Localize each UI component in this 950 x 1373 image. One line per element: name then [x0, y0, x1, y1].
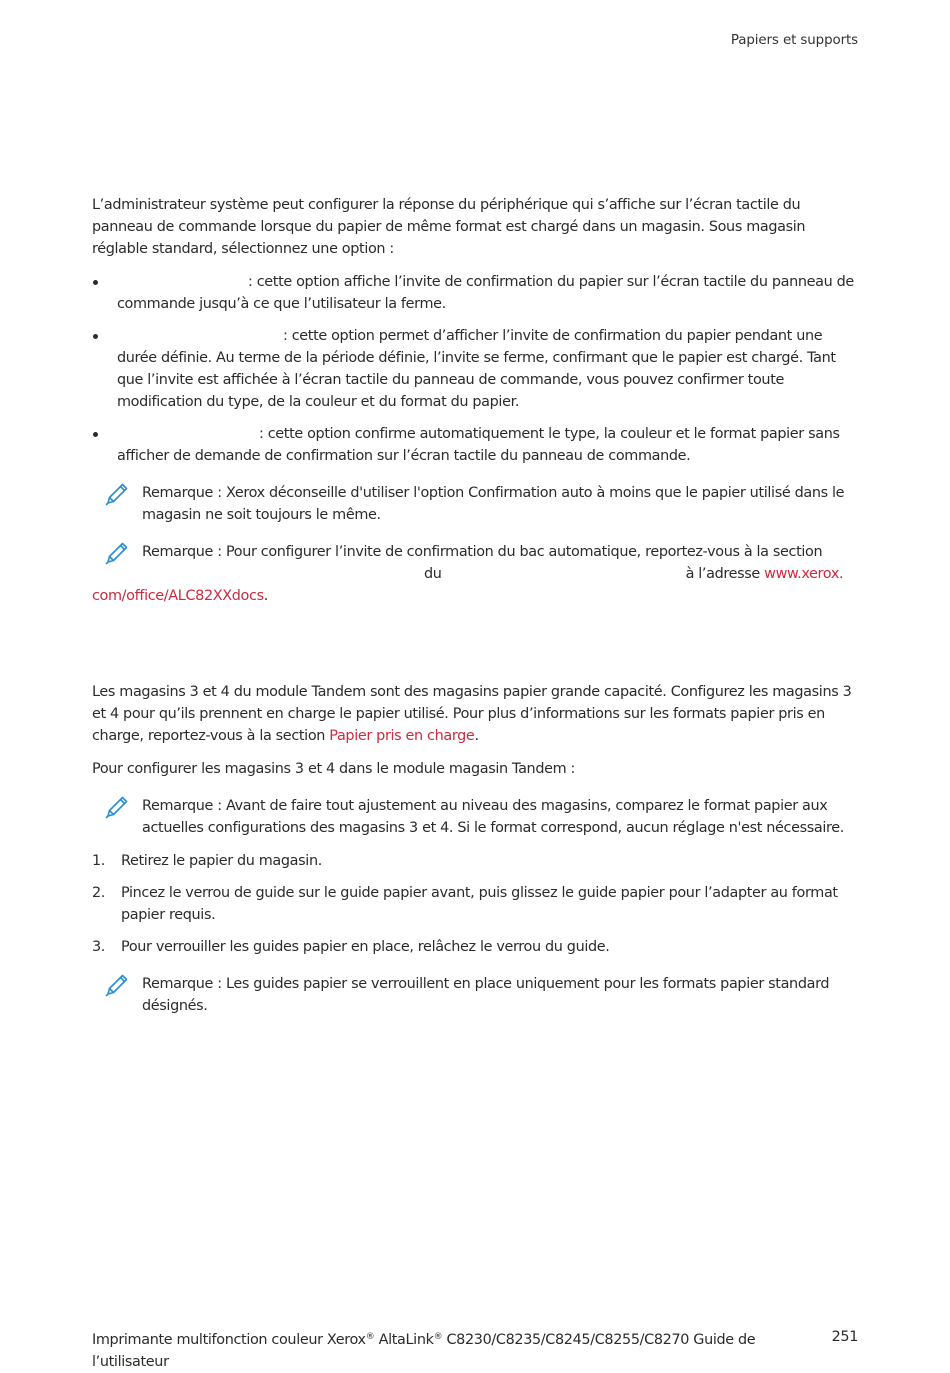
page-number: 251 — [831, 1329, 858, 1345]
note — [92, 795, 858, 839]
pencil-icon — [104, 481, 130, 507]
option-description: : cette option confirme automatiquement le type, la couleur et le format papier sans afficher de demande de confirmation sur l’écran tactile du panneau de commande. — [117, 426, 840, 464]
step-number: 1. — [92, 853, 106, 869]
step-text: Pincez le verrou de guide sur le guide papier avant, puis glissez le guide papier pour l’adapter au format papier requis. — [121, 885, 838, 923]
procedure-steps — [92, 850, 858, 958]
note — [92, 973, 858, 1017]
section-tandem-trays — [92, 681, 858, 1017]
section-intro: L’administrateur système peut configurer la réponse du périphérique qui s’affiche sur l’écran tactile du panneau de commande lorsque du papier de même format est chargé dans un magasin. Sous magasin réglable standard, sélectionnez une option : — [92, 197, 806, 257]
step-item — [92, 882, 858, 926]
note-text: du — [424, 566, 442, 582]
page-footer — [92, 1326, 858, 1373]
note-text: Remarque : Xerox déconseille d'utiliser l'option Confirmation auto à moins que le papier utilisé dans le magasin ne soit toujours le même. — [142, 485, 845, 523]
bullet-icon — [93, 280, 98, 285]
option-description: : cette option permet d’afficher l’invite de confirmation du papier pendant une durée définie. Au terme de la période définie, l’invite se ferme, confirmant que le papier est chargé. Tant que l’invite est affichée à l’écran tactile du panneau de commande, vous pouvez confirmer toute modification du type, de la couleur et du format du papier. — [117, 328, 836, 410]
step-number: 3. — [92, 939, 106, 955]
procedure-lead: Pour configurer les magasins 3 et 4 dans le module magasin Tandem : — [92, 761, 575, 777]
option-list — [92, 271, 858, 467]
pencil-icon — [104, 794, 130, 820]
xerox-docs-link[interactable]: www.xerox. — [764, 566, 844, 582]
note-text: Remarque : Avant de faire tout ajustement au niveau des magasins, comparez le format papier aux actuelles configurations des magasins 3 et 4. Si le format correspond, aucun réglage n'est nécessaire. — [142, 798, 844, 836]
section-tray-confirmation — [92, 194, 858, 607]
note — [92, 482, 858, 526]
pencil-icon — [104, 972, 130, 998]
step-number: 2. — [92, 885, 106, 901]
option-item — [92, 423, 858, 467]
xerox-docs-link-continued[interactable]: com/office/ALC82XXdocs — [92, 588, 264, 604]
running-header: Papiers et supports — [730, 33, 858, 48]
step-item — [92, 936, 858, 958]
note-text: à l’adresse — [685, 566, 760, 582]
option-description: : cette option affiche l’invite de confirmation du papier sur l’écran tactile du panneau de commande jusqu’à ce que l’utilisateur la ferme. — [117, 274, 854, 312]
section-intro: Les magasins 3 et 4 du module Tandem sont des magasins papier grande capacité. Configurez les magasins 3 et 4 pour qu’ils prennent en charge le papier utilisé. Pour plus d’informations sur les formats papier pris en charge, reportez-vous à la section Papier pris en charge. — [92, 684, 852, 744]
note-text: Remarque : Pour configurer l’invite de confirmation du bac automatique, reportez-vous à la section — [142, 544, 823, 560]
footer-document-title: Imprimante multifonction couleur Xerox® AltaLink® C8230/C8235/C8245/C8255/C8270 Guide de l’utilisateur — [92, 1332, 756, 1370]
option-item — [92, 325, 858, 413]
pencil-icon — [104, 540, 130, 566]
step-item — [92, 850, 858, 872]
bullet-icon — [93, 432, 98, 437]
bullet-icon — [93, 334, 98, 339]
note: Remarque : Pour configurer l’invite de confirmation du bac automatique, reportez-vous à la section du à l’adresse www.xerox. com/office/ALC82XXdocs. — [92, 541, 858, 607]
note-text: Remarque : Les guides papier se verrouillent en place uniquement pour les formats papier standard désignés. — [142, 976, 830, 1014]
option-item — [92, 271, 858, 315]
supported-paper-link[interactable]: Papier pris en charge — [329, 728, 475, 744]
step-text: Pour verrouiller les guides papier en place, relâchez le verrou du guide. — [121, 939, 610, 955]
step-text: Retirez le papier du magasin. — [121, 853, 322, 869]
